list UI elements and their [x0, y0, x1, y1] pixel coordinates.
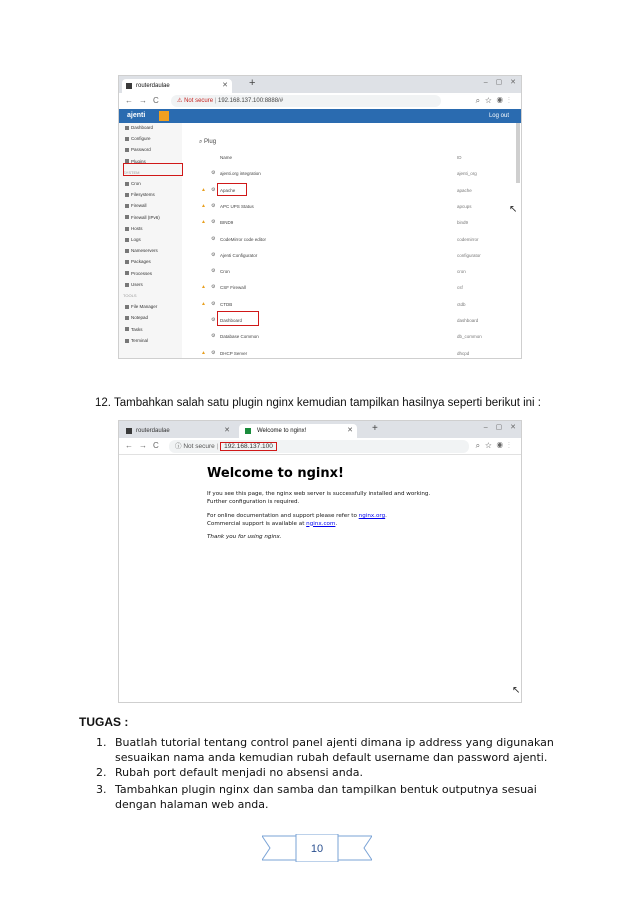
dashboard-highlight [217, 311, 259, 326]
task-text: Tambahkan plugin nginx dan samba dan tampilkan bentuk outputnya sesuai dengan halaman web anda. [115, 783, 537, 811]
sidebar-item[interactable]: Firewall (IPv6) [125, 215, 160, 220]
sidebar-item[interactable]: Logs [125, 237, 141, 242]
plugin-id: apcups [457, 203, 472, 209]
plugins-highlight [123, 163, 183, 176]
nginx-screenshot [118, 420, 522, 703]
plugin-id: ID [457, 155, 462, 160]
sidebar-item[interactable]: Dashboard [125, 125, 153, 130]
sidebar-item[interactable]: Configure [125, 136, 151, 141]
not-secure-label: Not secure [184, 98, 214, 104]
sidebar-item-icon [125, 305, 129, 309]
plugin-name[interactable]: Apache [220, 187, 236, 193]
sidebar-item-icon [125, 204, 129, 208]
sidebar-item[interactable]: Tasks [125, 327, 143, 332]
sidebar-item[interactable]: Users [125, 282, 143, 287]
plugin-name[interactable]: CTDB [220, 301, 233, 307]
plugin-name[interactable]: DHCP Server [220, 350, 248, 356]
plugin-name[interactable]: ajenti.org integration [220, 171, 261, 177]
window-controls-icon[interactable]: – ▢ ✕ [483, 79, 519, 86]
reload-icon[interactable]: C [153, 441, 159, 450]
address-bar [119, 93, 521, 110]
plugin-name[interactable]: CSF Firewall [220, 285, 246, 291]
nginx-paragraph-3: Thank you for using nginx. [207, 534, 282, 540]
favicon-icon [126, 428, 132, 434]
warning-icon: ▲ [201, 284, 206, 291]
sidebar-item[interactable]: Firewall [125, 203, 147, 208]
new-tab-icon[interactable]: + [249, 77, 256, 89]
nginx-paragraph-2: For online documentation and support please refer to nginx.org. Commercial support is available at nginx.com. [207, 513, 387, 527]
tugas-title: TUGAS : [79, 715, 129, 729]
address-bar [119, 438, 521, 455]
sidebar-item[interactable]: Notepad [125, 315, 148, 320]
sidebar-item-icon [125, 339, 129, 343]
plugin-name[interactable]: APC UPS Status [220, 203, 254, 209]
nginx-org-link[interactable]: nginx.org [358, 513, 386, 519]
logout-link[interactable]: Log out [488, 113, 509, 119]
warning-icon: ▲ [201, 186, 206, 193]
plugin-name[interactable]: BIND9 [220, 220, 234, 226]
reload-icon[interactable]: C [153, 96, 159, 105]
sidebar-item-icon [125, 260, 129, 264]
forward-icon[interactable]: → [139, 441, 147, 450]
sidebar-item[interactable]: Plugins [125, 159, 146, 164]
plugin-id: db_common [457, 334, 482, 340]
page-number: 10 [310, 843, 324, 855]
step-12-text: 12. Tambahkan salah satu plugin nginx kemudian tampilkan hasilnya seperti berikut ini : [95, 397, 541, 409]
sidebar-item-icon [125, 238, 129, 242]
toolbar-icons[interactable]: ⌕☆◉⋮ [475, 96, 515, 105]
browser-tab-bar [119, 421, 521, 438]
plugin-icon: ⚙ [211, 333, 216, 340]
sidebar-item-icon [125, 215, 129, 219]
nginx-favicon-icon [245, 428, 251, 434]
plugin-name[interactable]: Cron [220, 269, 230, 275]
browser-tab[interactable] [122, 79, 232, 93]
plugin-icon: ⚙ [211, 300, 216, 307]
plugin-id: ctdb [457, 301, 466, 307]
sidebar-item[interactable]: Filesystems [125, 192, 155, 197]
task-number: 3. [96, 783, 107, 796]
favicon-icon [126, 83, 132, 89]
warning-icon: ▲ [201, 300, 206, 307]
plugin-icon: ⚙ [211, 219, 216, 226]
sidebar-item[interactable]: Nameservers [125, 248, 158, 253]
sidebar-item[interactable]: Packages [125, 259, 151, 264]
sidebar-item-icon [125, 316, 129, 320]
task-text: Rubah port default menjadi no absensi anda. [115, 766, 363, 779]
url-text: 192.168.137.100:8888/# [217, 98, 284, 104]
plugin-id: bind9 [457, 220, 469, 226]
sidebar-item-icon [125, 327, 129, 331]
warning-icon: ▲ [201, 349, 206, 356]
plugin-id: ajenti_org [457, 171, 477, 177]
plugin-id: apache [457, 187, 472, 193]
sidebar [119, 123, 182, 358]
plugin-id: cron [457, 269, 466, 275]
back-icon[interactable]: ← [125, 96, 133, 105]
sidebar-item[interactable]: Terminal [125, 338, 148, 343]
warning-icon: ▲ [201, 202, 206, 209]
ajenti-screenshot [118, 75, 522, 359]
sidebar-section-label: TOOLS [123, 293, 137, 298]
nginx-heading: Welcome to nginx! [207, 466, 344, 481]
mouse-cursor-icon: ↖ [512, 685, 521, 696]
warning-icon: ⚠ [177, 98, 183, 104]
sidebar-item[interactable]: File Manager [125, 304, 157, 309]
close-tab-icon[interactable]: ✕ [222, 82, 228, 89]
sidebar-item-icon [125, 283, 129, 287]
window-controls-icon[interactable]: – ▢ ✕ [483, 424, 519, 431]
browser-tab-nginx[interactable] [239, 424, 357, 438]
plugin-icon: ⚙ [211, 186, 216, 193]
mouse-cursor-icon: ↖ [509, 204, 518, 215]
tab-title: Welcome to nginx! [257, 428, 307, 434]
browser-tab-bar [119, 76, 521, 93]
plugin-icon: ⚙ [211, 349, 216, 356]
plugin-name[interactable]: CodeMirror code editor [220, 236, 267, 242]
warning-icon: ▲ [201, 219, 206, 226]
home-icon[interactable] [159, 111, 169, 121]
plugin-name[interactable]: Ajenti Configurator [220, 252, 258, 258]
plugin-icon: ⚙ [211, 202, 216, 209]
close-tab-icon[interactable]: ✕ [347, 427, 353, 434]
plugin-id: configurator [457, 252, 481, 258]
plugin-id: dashboard [457, 318, 479, 323]
url-text: 192.168.137.100 [220, 442, 277, 451]
apache-highlight [217, 183, 247, 196]
nginx-com-link[interactable]: nginx.com [306, 520, 336, 527]
sidebar-item-icon [125, 227, 129, 231]
plugin-name[interactable]: Name [220, 155, 233, 160]
plugin-name[interactable]: Dashboard [220, 318, 243, 323]
info-icon: ⓘ [175, 443, 182, 450]
toolbar-icons[interactable]: ⌕☆◉⋮ [475, 441, 515, 450]
plugin-icon: ⚙ [211, 317, 216, 323]
plugins-icon: ⌕ [199, 139, 205, 145]
tab-title: routerdaulae [136, 83, 170, 89]
task-text: Buatlah tutorial tentang control panel ajenti dimana ip address yang digunakan sesuaikan nama anda kemudian rubah default username dan password ajenti. [115, 736, 554, 764]
plugin-icon: ⚙ [211, 170, 216, 177]
sidebar-item-icon [125, 271, 129, 275]
sidebar-item-icon [125, 193, 129, 197]
plugins-header: ⌕ Plug [199, 139, 217, 145]
new-tab-icon[interactable]: + [372, 423, 378, 434]
plugin-icon: ⚙ [211, 251, 216, 258]
plugin-name[interactable]: Database Common [220, 334, 259, 340]
sidebar-item[interactable]: Cron [125, 181, 141, 186]
task-number: 1. [96, 736, 107, 749]
tab-title: routerdaulae [136, 428, 170, 434]
sidebar-item[interactable]: Hosts [125, 226, 143, 231]
sidebar-item-icon [125, 137, 129, 141]
ajenti-header [119, 109, 521, 123]
sidebar-item[interactable]: Password [125, 147, 151, 152]
sidebar-item-icon [125, 249, 129, 253]
back-icon[interactable]: ← [125, 441, 133, 450]
sidebar-section-label: SYSTEM [123, 169, 140, 175]
plugin-id: csf [457, 285, 463, 291]
task-number: 2. [96, 766, 107, 779]
sidebar-item[interactable]: Processes [125, 271, 152, 276]
plugin-icon: ⚙ [211, 268, 216, 275]
plugin-id: dhcpd [457, 350, 470, 356]
browser-tab-router[interactable] [122, 424, 234, 438]
scrollbar[interactable] [516, 123, 520, 183]
url-input[interactable]: ⚠ Not secure | 192.168.137.100:8888/# [171, 95, 441, 107]
plugin-id: codemirror [457, 236, 479, 242]
plugin-icon: ⚙ [211, 284, 216, 291]
forward-icon[interactable]: → [139, 96, 147, 105]
close-tab-icon[interactable]: ✕ [224, 427, 230, 434]
sidebar-item-icon [125, 126, 129, 130]
plugin-icon: ⚙ [211, 235, 216, 242]
brand-logo: ajenti [127, 112, 146, 119]
not-secure-label: Not secure [183, 443, 215, 450]
nginx-paragraph-1: If you see this page, the nginx web server is successfully installed and working. Further configuration is required. [207, 491, 431, 505]
url-input[interactable]: ⓘ Not secure | 192.168.137.100 [169, 440, 469, 453]
sidebar-item-icon [125, 182, 129, 186]
sidebar-item-icon [125, 148, 129, 152]
